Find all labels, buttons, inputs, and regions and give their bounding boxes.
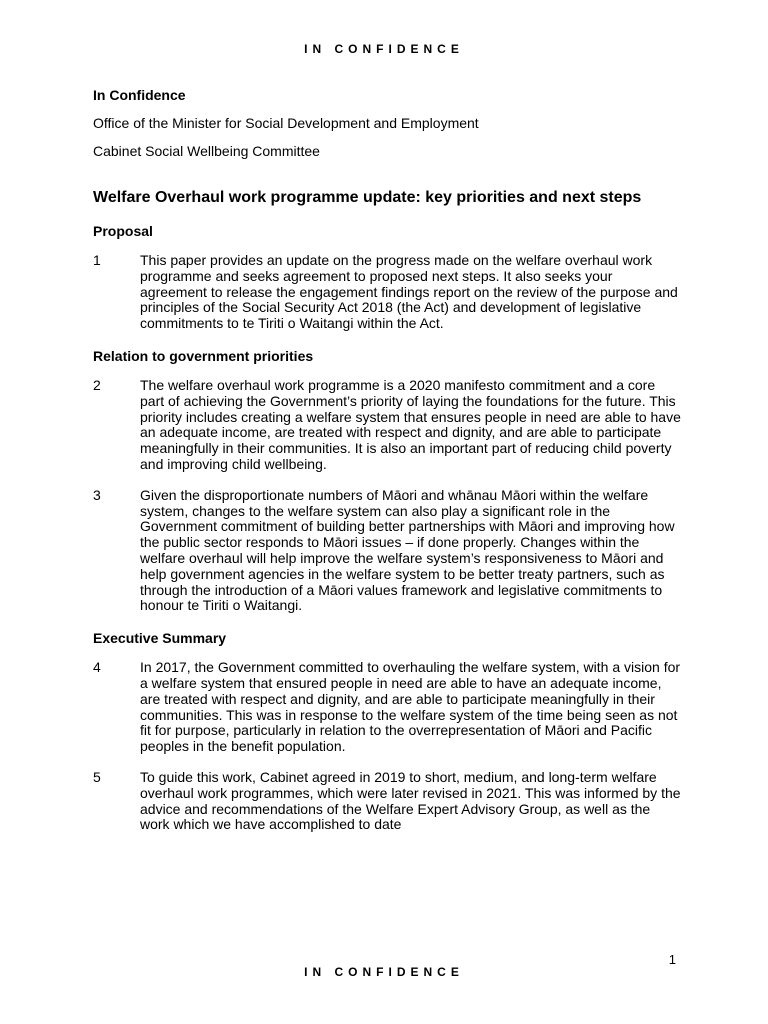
committee-line: Cabinet Social Wellbeing Committee: [93, 143, 320, 159]
document-body: [93, 86, 683, 848]
paragraph-number: 1: [93, 252, 101, 268]
paragraph-text: This paper provides an update on the progress made on the welfare overhaul work programme and seeks agreement to proposed next steps. It also seeks your agreement to release the engagement findings report on the review of the purpose and principles of the Social Security Act 2018 (the Act) and development of legislative commitments to te Tiriti o Waitangi within the Act.: [140, 252, 678, 332]
paragraph-3: [93, 488, 683, 614]
paragraph-5: [93, 770, 683, 833]
paragraph-text: In 2017, the Government committed to overhauling the welfare system, with a vision for a welfare system that ensured people in need are able to have an adequate income, are treated with respect and dignity, and are able to participate meaningfully in their communities. This was in response to the welfare system of the time being seen as not fit for purpose, particularly in relation to the overrepresentation of Māori and Pacific peoples in the benefit population.: [140, 659, 681, 755]
section-heading-executive-summary: Executive Summary: [93, 630, 227, 647]
section-heading-proposal: Proposal: [93, 223, 153, 239]
paragraph-2: [93, 378, 683, 473]
paragraph-number: 3: [93, 486, 101, 503]
paragraph-number: 2: [93, 376, 101, 393]
office-line: Office of the Minister for Social Development and Employment: [93, 115, 479, 131]
footer-classification-banner: IN CONFIDENCE: [304, 965, 464, 979]
section-heading-relation: Relation to government priorities: [93, 347, 314, 364]
page-number: 1: [668, 952, 676, 967]
classification-label: In Confidence: [93, 87, 186, 103]
paragraph-text: The welfare overhaul work programme is a 2020 manifesto commitment and a core part of achieving the Government’s priority of laying the foundations for the future. This priority includes creating a welfare system that ensures people in need are able to have an adequate income, are treated with respect and dignity, and are able to participate meaningfully in their communities. It is also an important part of reducing child poverty and improving child wellbeing.: [140, 376, 681, 472]
paragraph-text: Given the disproportionate numbers of Māori and whānau Māori within the welfare system, changes to the welfare system can also play a significant role in the Government commitment of building better partnerships with Māori and improving how the public sector responds to Māori issues – if done properly. Changes within the welfare overhaul will help improve the welfare system’s responsiveness to Māori and help government agencies in the welfare system to be better treaty partners, such as through the introduction of a Māori values framework and legislative commitments to honour te Tiriti o Waitangi.: [140, 486, 675, 614]
paragraph-1: [93, 253, 683, 332]
paragraph-4: [93, 660, 683, 755]
paragraph-text: To guide this work, Cabinet agreed in 2019 to short, medium, and long-term welfare overhaul work programmes, which were later revised in 2021. This was informed by the advice and recommendations of the Welfare Expert Advisory Group, as well as the work which we have accomplished to date: [140, 768, 681, 833]
paragraph-number: 4: [93, 659, 101, 676]
document-title: Welfare Overhaul work programme update: key priorities and next steps: [93, 189, 642, 206]
header-classification-banner: IN CONFIDENCE: [304, 42, 464, 56]
paragraph-number: 5: [93, 768, 101, 785]
